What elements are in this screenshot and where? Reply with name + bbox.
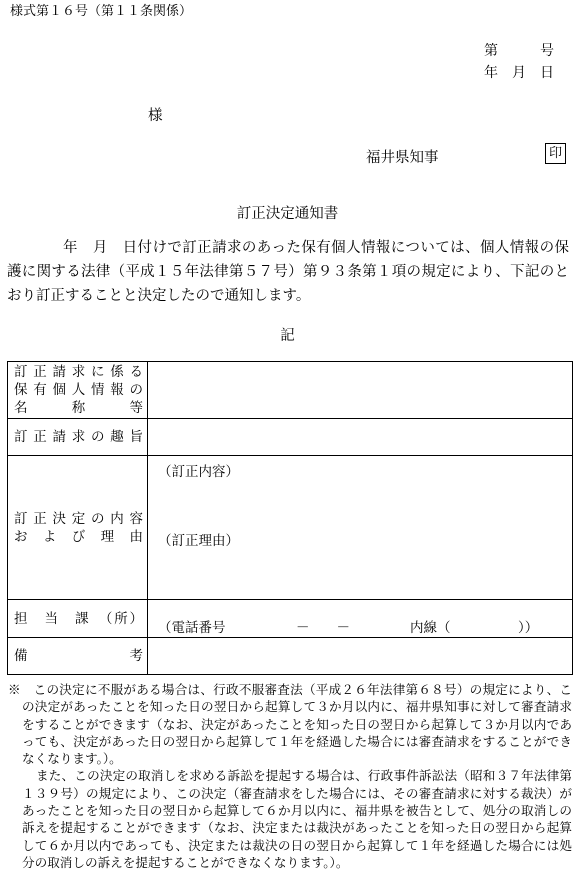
label-remarks <box>8 638 148 675</box>
note-lawsuit: また、この決定の取消しを求める訴訟を提起する場合は、行政事件訴訟法（昭和３７年法律第１３９号）の規定により、この決定（審査請求をした場合には、その審査請求に対する裁決）があったことを知った日の翌日から起算して６か月以内に、福井県を被告として、処分の取消しの訴えを提起することができます（なお、決定または裁決があったことを知った日の翌日から起算して６か月以内であっても、決定または裁決の日の翌日から起算して１年を経過した場合には処分の取消しの訴えを提起することができなくなります。）。 <box>22 768 572 870</box>
form-number: 様式第１６号（第１１条関係） <box>10 4 193 19</box>
label-request-purpose <box>8 419 148 456</box>
note-appeal: ※ この決定に不服がある場合は、行政不服審査法（平成２６年法律第６８号）の規定により、この決定があったことを知った日の翌日から起算して３か月以内に、福井県知事に対して審査請求をすることができます（なお、決定があったことを知った日の翌日から起算して３か月以内であっても、決定があった日の翌日から起算して１年を経過した場合には審査請求をすることができなくなります。）。 <box>8 682 572 767</box>
table-row <box>8 362 573 419</box>
table-row <box>8 638 573 675</box>
value-personal-info-name[interactable] <box>148 362 573 419</box>
value-department[interactable] <box>148 600 573 638</box>
phone-dashes: － － <box>296 620 350 636</box>
label-department <box>8 600 148 638</box>
document-title: 訂正決定通知書 <box>236 206 339 222</box>
details-table <box>7 361 573 675</box>
label-line: 備 考 <box>14 648 143 664</box>
phone-label: （電話番号 <box>158 620 226 636</box>
value-request-purpose[interactable] <box>148 419 573 456</box>
table-row <box>8 600 573 638</box>
seal-mark: 印 <box>545 143 566 164</box>
label-line: 名 称 等 <box>14 400 143 416</box>
label-personal-info-name <box>8 362 148 419</box>
table-row <box>8 419 573 456</box>
label-decision-content <box>8 456 148 600</box>
correction-reason-label: （訂正理由） <box>158 533 239 549</box>
label-line: お よ び 理 由 <box>14 528 143 545</box>
notes-section <box>8 681 572 871</box>
document-number: 第 号 <box>484 43 554 59</box>
table-row <box>8 456 573 600</box>
value-decision-content[interactable] <box>148 456 573 600</box>
correction-content-label: （訂正内容） <box>158 464 239 480</box>
document-date: 年 月 日 <box>484 65 554 81</box>
ki-heading: 記 <box>280 328 295 344</box>
addressee: 様 <box>148 108 163 124</box>
value-remarks[interactable] <box>148 638 573 675</box>
label-line: 担 当 課 （所） <box>14 610 143 627</box>
body-paragraph: 年 月 日付けで訂正請求のあった保有個人情報については、個人情報の保護に関する法律（平成１５年法律第５７号）第９３条第１項の規定により、下記のとおり訂正することと決定したので通知します。 <box>7 240 569 304</box>
issuer: 福井県知事 <box>366 150 439 166</box>
label-line: 保有個人情報の <box>14 382 143 398</box>
label-line: 訂正請求に係る <box>14 364 143 380</box>
extension-label: 内線（ ）） <box>410 620 539 636</box>
label-line: 訂正請求の趣旨 <box>14 429 143 445</box>
label-line: 訂正決定の内容 <box>14 510 143 527</box>
